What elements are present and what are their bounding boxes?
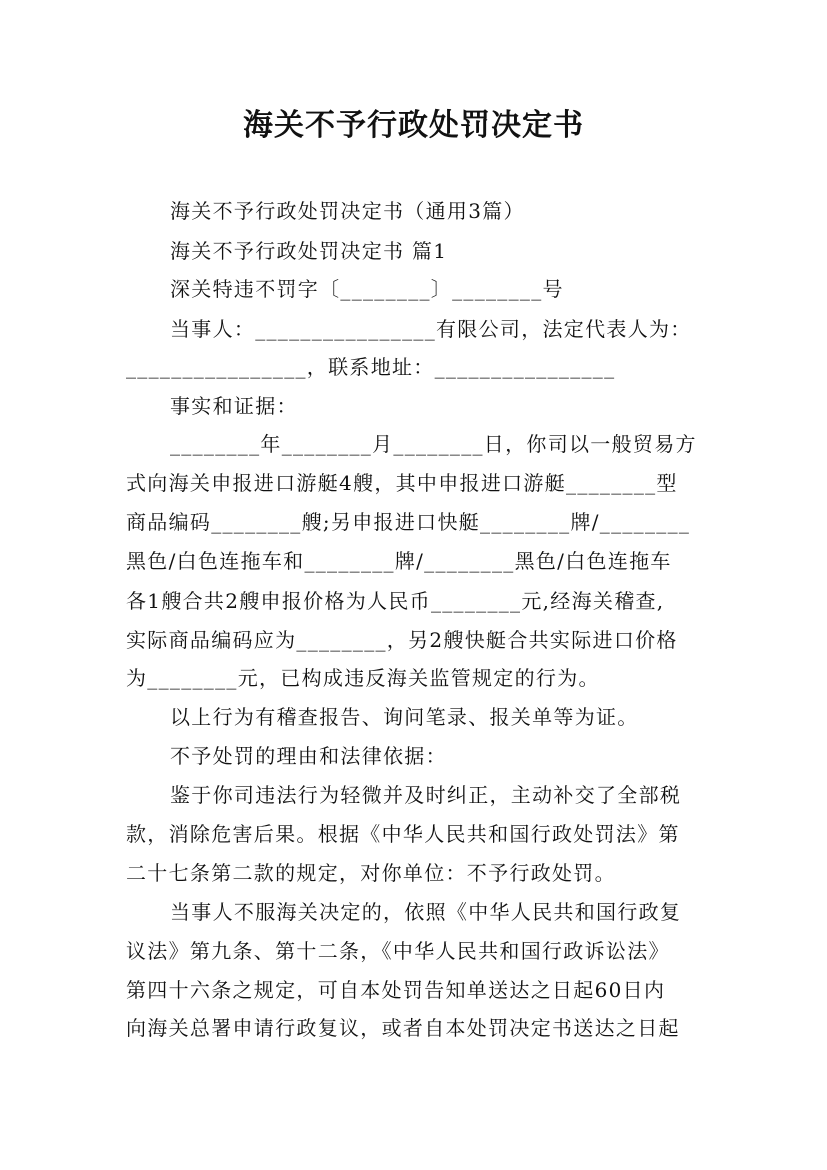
text-line: 鉴于你司违法行为轻微并及时纠正，主动补交了全部税: [170, 783, 682, 807]
text-line: 二十七条第二款的规定，对你单位：不予行政处罚。: [126, 861, 616, 885]
text-line: ________年________月________日，你司以一般贸易方: [170, 432, 697, 456]
text-line: 海关不予行政处罚决定书（通用3篇）: [170, 199, 525, 223]
text-line: 式向海关申报进口游艇4艘，其中申报进口游艇________型: [126, 471, 678, 495]
text-line: 实际商品编码应为________，另2艘快艇合共实际进口价格: [126, 628, 678, 652]
text-line: 议法》第九条、第十二条，《中华人民共和国行政诉讼法》: [126, 939, 670, 963]
text-line: 当事人不服海关决定的，依照《中华人民共和国行政复: [170, 900, 682, 924]
text-line: 深关特违不罚字〔________〕________号: [170, 277, 564, 301]
text-line: 向海关总署申请行政复议，或者自本处罚决定书送达之日起: [126, 1016, 680, 1040]
text-line: 不予处罚的理由和法律依据：: [170, 744, 447, 768]
text-line: ________________，联系地址：________________: [126, 355, 616, 379]
text-line: 以上行为有稽查报告、询问笔录、报关单等为证。: [170, 705, 639, 729]
text-line: 各1艘合共2艘申报价格为人民币________元,经海关稽查,: [126, 589, 665, 613]
text-line: 当事人：________________有限公司，法定代表人为：: [170, 317, 692, 341]
text-line: 款，消除危害后果。根据《中华人民共和国行政处罚法》第: [126, 822, 680, 846]
text-line: 海关不予行政处罚决定书 篇1: [170, 239, 448, 263]
text-line: 商品编码________艘;另申报进口快艇________牌/________: [126, 510, 691, 534]
text-line: 事实和证据：: [170, 394, 298, 418]
text-line: 第四十六条之规定，可自本处罚告知单送达之日起60日内: [126, 978, 666, 1002]
text-line: 为________元，已构成违反海关监管规定的行为。: [126, 666, 600, 690]
document-title: 海关不予行政处罚决定书: [243, 108, 584, 143]
text-line: 黑色/白色连拖车和________牌/________黑色/白色连拖车: [126, 549, 672, 573]
